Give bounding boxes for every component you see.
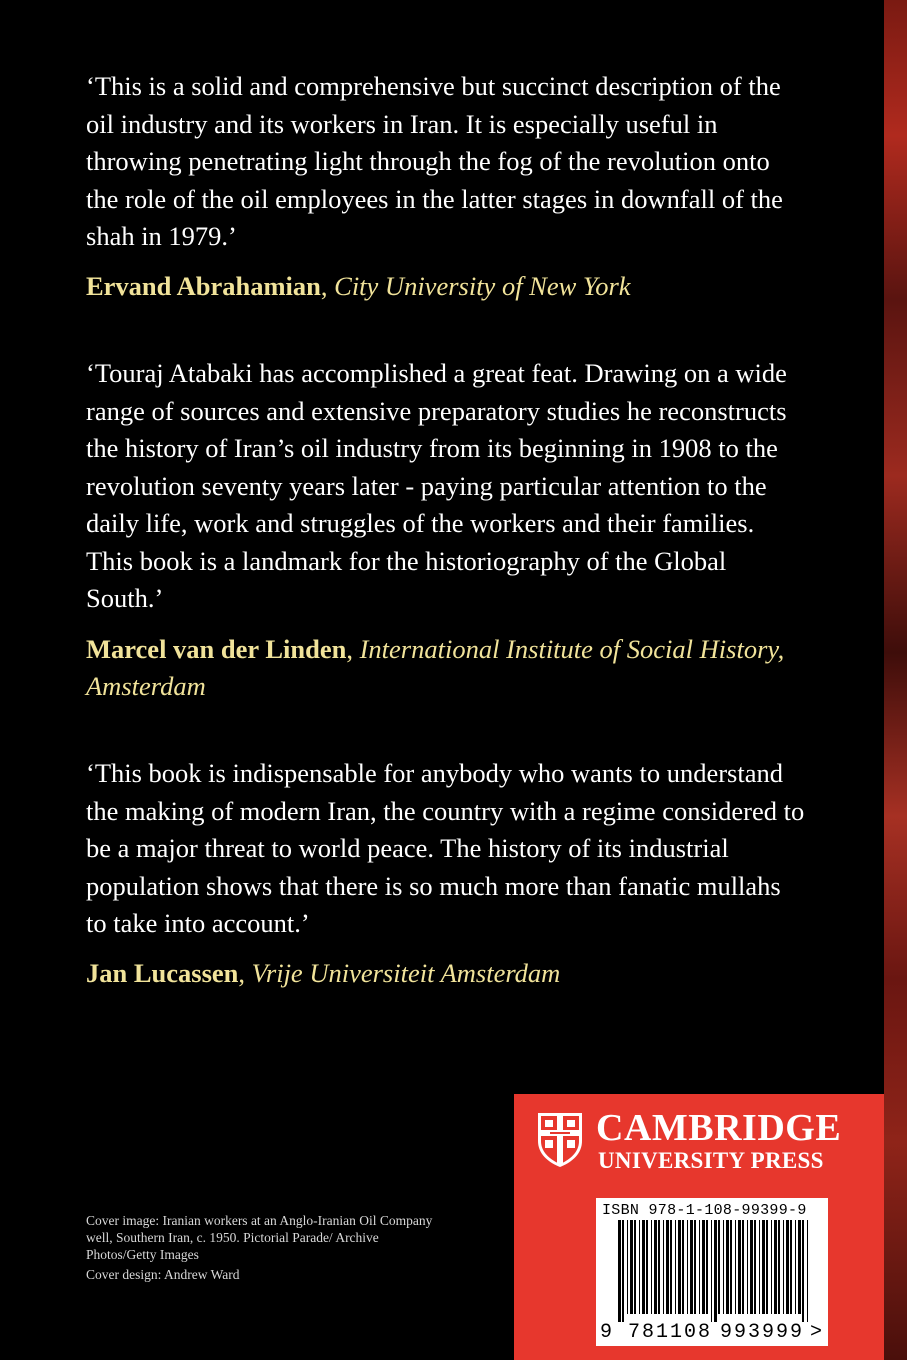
barcode-bar (654, 1220, 657, 1314)
barcode-bar (783, 1220, 784, 1314)
barcode-bar (714, 1220, 717, 1322)
cover-credits (86, 1212, 446, 1283)
barcode-bar (706, 1220, 708, 1314)
barcode-lead-digit: 9 (600, 1321, 613, 1344)
endorser-institution: International Institute of Social History, Amsterdam (86, 634, 785, 701)
attribution-separator: , (238, 958, 252, 988)
barcode-bar (798, 1220, 801, 1314)
barcode-bar (694, 1220, 696, 1314)
endorsement-attribution-1 (86, 268, 806, 305)
barcode-bar (690, 1220, 693, 1314)
barcode-bar (786, 1220, 789, 1314)
barcode-bar (627, 1220, 628, 1314)
barcode-bar (738, 1220, 741, 1314)
barcode-bar (790, 1220, 792, 1314)
barcode-bar (747, 1220, 748, 1314)
barcode-bar (759, 1220, 760, 1314)
endorsement-attribution-2 (86, 631, 806, 705)
barcode-bar (618, 1220, 621, 1322)
endorsement-quote-2: ‘Touraj Atabaki has accomplished a great feat. Drawing on a wide range of sources and extensive preparatory studies he reconstructs the history of Iran’s oil industry from its beginning in 1908 to the revolution seventy years later - paying particular attention to the daily life, work and struggles of the workers and their families. This book is a landmark for the historiography of the Global South.’ (86, 358, 787, 613)
endorsement-quote-1: ‘This is a solid and comprehensive but succinct description of the oil industry and its workers in Iran. It is especially useful in throwing penetrating light through the fog of the revolution onto the role of the oil employees in the latter stages in downfall of the shah in 1979.’ (86, 71, 783, 251)
barcode-bar (622, 1220, 624, 1322)
endorser-name: Marcel van der Linden (86, 634, 347, 664)
barcode-right-group: 993999 (720, 1321, 805, 1344)
barcode-bar (651, 1220, 652, 1314)
endorsement-quote-3: ‘This book is indispensable for anybody who wants to understand the making of modern Iran, the country with a regime considered to be a major threat to world peace. The history of its industrial population shows that there is so much more than fanatic mullahs to take into account.’ (86, 758, 805, 938)
barcode-digits (596, 1322, 828, 1344)
barcode-bar (639, 1220, 640, 1314)
barcode-bar (730, 1220, 732, 1314)
barcode-left-group: 781108 (628, 1321, 713, 1344)
barcode-bar (666, 1220, 669, 1314)
barcode-bar (687, 1220, 688, 1314)
barcode-bar (735, 1220, 736, 1314)
barcode-bar (778, 1220, 780, 1314)
barcode-bar (807, 1220, 808, 1322)
cover-design-credit: Cover design: Andrew Ward (86, 1267, 240, 1282)
publisher-block (514, 1094, 884, 1360)
barcode-bar (723, 1220, 724, 1314)
publisher-subname: UNIVERSITY PRESS (598, 1148, 824, 1173)
barcode-bar (670, 1220, 672, 1314)
endorser-institution: City University of New York (334, 271, 631, 301)
barcode-bar (750, 1220, 753, 1314)
attribution-separator: , (346, 634, 360, 664)
barcode-bar (766, 1220, 768, 1314)
barcode-bar (795, 1220, 796, 1314)
barcode-bar (658, 1220, 660, 1314)
barcode-bar (646, 1220, 648, 1314)
barcode-bar (678, 1220, 681, 1314)
barcode-bar (711, 1220, 712, 1322)
barcode-bar (802, 1220, 804, 1322)
isbn-barcode (596, 1198, 828, 1346)
isbn-label: ISBN 978-1-108-99399-9 (602, 1202, 807, 1219)
barcode-bar (726, 1220, 729, 1314)
barcode-bar (634, 1220, 636, 1314)
endorser-name: Jan Lucassen (86, 958, 239, 988)
barcode-bar (699, 1220, 700, 1314)
endorser-name: Ervand Abrahamian (86, 271, 321, 301)
barcode-bar (663, 1220, 664, 1314)
barcode-bar (718, 1220, 720, 1314)
barcode-bar (742, 1220, 744, 1314)
barcode-bar (771, 1220, 772, 1314)
barcode-end-mark: > (810, 1321, 823, 1344)
barcode-bar (754, 1220, 756, 1314)
barcode-bar (675, 1220, 676, 1314)
publisher-name: CAMBRIDGE (596, 1107, 842, 1149)
barcode-bar (774, 1220, 777, 1314)
cover-photo-edge (884, 0, 907, 1360)
barcode-bar (630, 1220, 633, 1314)
barcode-bar (762, 1220, 765, 1314)
endorsement-attribution-3 (86, 955, 806, 992)
barcode-bar (682, 1220, 684, 1314)
endorser-institution: Vrije Universiteit Amsterdam (251, 958, 561, 988)
cover-image-credit: Cover image: Iranian workers at an Anglo-Iranian Oil Company well, Southern Iran, c. 1950. Pictorial Parade/ Archive Photos/Getty Images (86, 1213, 433, 1262)
attribution-separator: , (320, 271, 335, 301)
cambridge-crest-icon (536, 1111, 584, 1169)
barcode-bars (596, 1220, 828, 1324)
barcode-bar (702, 1220, 705, 1314)
barcode-bar (642, 1220, 645, 1314)
